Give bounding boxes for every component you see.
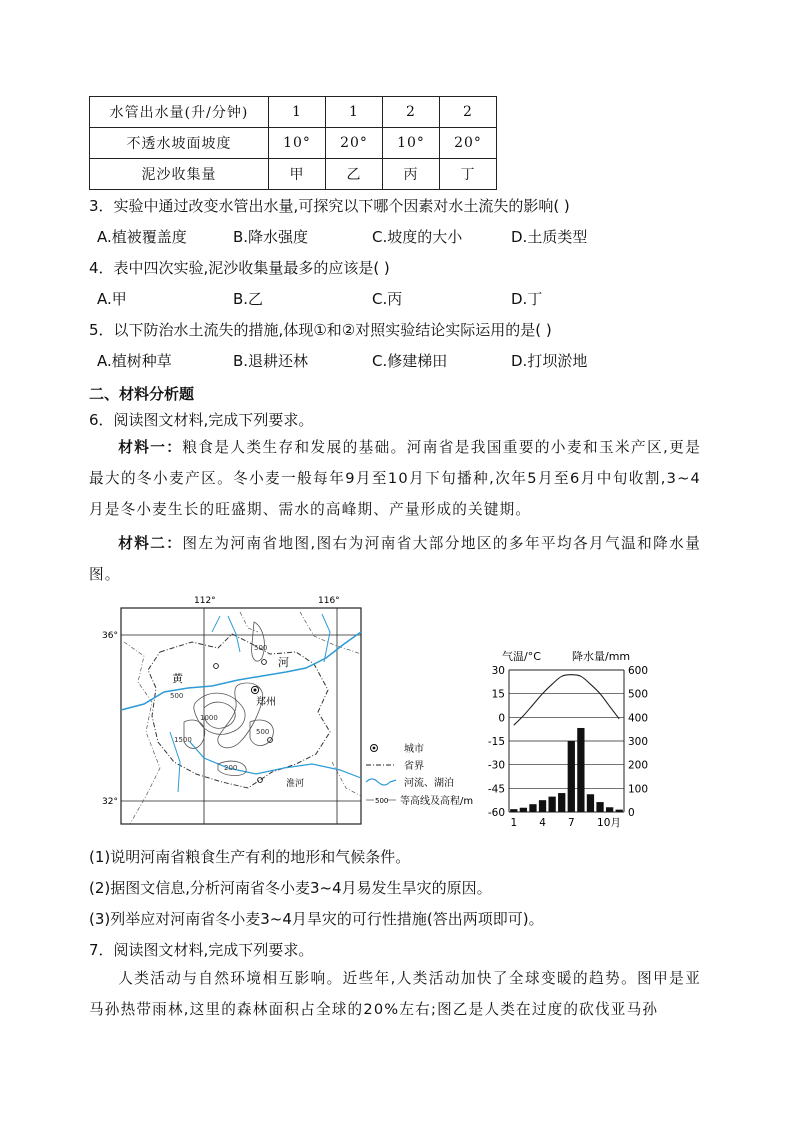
city-icon	[258, 778, 263, 783]
q6-sub1: (1)说明河南省粮食生产有利的地形和气候条件。	[89, 848, 411, 866]
x-tick-label: 1	[510, 817, 518, 829]
x-tick-label: 4	[539, 817, 546, 829]
table-row-label: 泥沙收集量	[90, 159, 269, 190]
legend-contour-label: 等高线及高程/m	[400, 796, 474, 807]
table-row-label: 水管出水量(升/分钟)	[90, 97, 269, 128]
zhengzhou-city-icon	[254, 689, 257, 692]
table-cell: 丁	[440, 159, 497, 190]
section-heading: 二、材料分析题	[89, 385, 195, 403]
climate-chart	[478, 640, 649, 832]
neighbor-boundary	[300, 612, 361, 654]
q3-option-d: D.土质类型	[511, 228, 588, 246]
precip-bar	[577, 728, 584, 812]
precip-tick-label: 500	[628, 688, 649, 701]
city-icon	[214, 664, 219, 669]
table-cell: 20°	[440, 128, 497, 159]
q3-option-a: A.植被覆盖度	[97, 228, 187, 246]
temp-tick-label: 0	[498, 712, 505, 725]
legend-city-label: 城市	[404, 744, 424, 755]
contour-label: 500	[170, 692, 184, 700]
q7-text	[89, 963, 701, 1025]
x-tick-label: 10月	[597, 817, 621, 829]
q4-option-d: D.丁	[511, 290, 543, 308]
table-cell: 1	[326, 97, 383, 128]
table-row	[90, 128, 497, 159]
q5-option-c: C.修建梯田	[372, 352, 448, 370]
precip-bar	[596, 802, 603, 812]
temp-tick-label: 15	[491, 688, 505, 701]
table-row	[90, 159, 497, 190]
q3-option-b: B.降水强度	[233, 228, 309, 246]
city-icon	[262, 660, 267, 665]
precip-bar	[616, 810, 623, 812]
lat-label-36: 36°	[102, 631, 118, 641]
q4-option-a: A.甲	[97, 290, 127, 308]
q6-sub3: (3)列举应对河南省冬小麦3~4月旱灾的可行性措施(答出两项即可)。	[89, 910, 544, 928]
precip-bar	[520, 808, 527, 812]
table-cell: 乙	[326, 159, 383, 190]
temp-tick-label: -60	[487, 807, 505, 819]
precip-axis-label: 降水量/mm	[572, 650, 631, 663]
contour-label: 500	[256, 728, 270, 736]
legend-river-label: 河流、湖泊	[404, 778, 454, 789]
neighbor-boundary	[240, 612, 258, 632]
q7-stem: 7．阅读图文材料,完成下列要求。	[89, 941, 314, 959]
precip-tick-label: 400	[628, 712, 649, 725]
precip-tick-label: 100	[628, 783, 649, 796]
contour-label: 1500	[174, 736, 192, 744]
table-cell: 1	[269, 97, 326, 128]
precip-tick-label: 600	[628, 665, 649, 677]
precip-tick-label: 200	[628, 759, 649, 772]
q3-stem: 3．实验中通过改变水管出水量,可探究以下哪个因素对水土流失的影响( )	[89, 197, 570, 215]
henan-map	[100, 592, 480, 832]
lat-label-32: 32°	[102, 797, 118, 807]
precip-bar	[606, 807, 613, 812]
label-huang: 黄	[172, 672, 183, 685]
temp-tick-label: 30	[491, 665, 505, 677]
temp-axis-label: 气温/°C	[502, 650, 541, 663]
contour-line	[252, 622, 268, 661]
label-he: 河	[278, 656, 289, 669]
q5-option-d: D.打坝淤地	[511, 352, 588, 370]
yellow-river	[121, 632, 361, 710]
q4-stem: 4．表中四次实验,泥沙收集量最多的应该是( )	[89, 259, 390, 277]
table-cell: 丙	[383, 159, 440, 190]
contour-line	[218, 683, 263, 748]
table-cell: 甲	[269, 159, 326, 190]
material-2-text: 图左为河南省地图,图右为河南省大部分地区的多年平均各月气温和降水量图。	[89, 535, 701, 583]
material-2-lead: 材料二：	[118, 535, 183, 552]
huai-river	[190, 742, 361, 778]
precip-tick-label: 0	[628, 807, 635, 819]
material-1-lead: 材料一：	[118, 439, 183, 456]
table-cell: 2	[440, 97, 497, 128]
legend-river-icon	[366, 779, 396, 785]
table-cell: 2	[383, 97, 440, 128]
river	[212, 616, 220, 632]
precip-bar	[529, 804, 536, 812]
temp-tick-label: -30	[487, 759, 505, 772]
x-tick-label: 7	[567, 817, 575, 829]
neighbor-boundary	[332, 762, 361, 796]
legend-contour-sample: 500	[375, 797, 389, 805]
q6-material-1	[89, 432, 701, 525]
q6-material-2	[89, 528, 701, 590]
precip-bar	[587, 794, 594, 812]
table-cell: 20°	[326, 128, 383, 159]
experiment-table	[89, 96, 497, 190]
table-row	[90, 97, 497, 128]
contour-line	[184, 720, 205, 748]
material-1-text: 粮食是人类生存和发展的基础。河南省是我国重要的小麦和玉米产区,更是最大的冬小麦产区。冬小麦一般每年9月至10月下旬播种,次年5月至6月中旬收割,3~4月是冬小麦生长的旺盛期、需水的高峰期、产量形成的关键期。	[89, 439, 701, 518]
q4-option-c: C.丙	[372, 290, 403, 308]
precip-bar	[548, 797, 555, 812]
q7-paragraph: 人类活动与自然环境相互影响。近些年,人类活动加快了全球变暖的趋势。图甲是亚马孙热带雨林,这里的森林面积占全球的20%左右;图乙是人类在过度的砍伐亚马孙	[89, 970, 701, 1018]
contour-label: 500	[254, 644, 268, 652]
river	[228, 616, 240, 652]
city-icon	[268, 738, 273, 743]
temp-tick-label: -15	[487, 736, 505, 748]
precip-bar	[568, 741, 575, 812]
temp-tick-label: -45	[487, 783, 505, 796]
precip-bar	[539, 800, 546, 812]
river	[322, 614, 330, 662]
neighbor-boundary	[124, 642, 160, 824]
table-row-label: 不透水坡面坡度	[90, 128, 269, 159]
q4-option-b: B.乙	[233, 290, 264, 308]
q5-option-b: B.退耕还林	[233, 352, 309, 370]
map-frame	[121, 608, 361, 824]
table-cell: 10°	[383, 128, 440, 159]
precip-bar	[558, 793, 565, 812]
lon-label-112: 112°	[194, 596, 216, 606]
lon-label-116: 116°	[318, 596, 340, 606]
q6-stem: 6．阅读图文材料,完成下列要求。	[89, 411, 314, 429]
contour-label: 1000	[200, 714, 218, 722]
precip-bar	[510, 809, 517, 812]
precip-tick-label: 300	[628, 736, 649, 748]
table-cell: 10°	[269, 128, 326, 159]
contour-label: 200	[224, 764, 238, 772]
legend-province-label: 省界	[404, 761, 424, 772]
legend-city-icon	[373, 747, 376, 750]
q5-stem: 5．以下防治水土流失的措施,体现①和②对照实验结论实际运用的是( )	[89, 321, 552, 339]
q6-sub2: (2)据图文信息,分析河南省冬小麦3~4月易发生旱灾的原因。	[89, 879, 492, 897]
q5-option-a: A.植树种草	[97, 352, 172, 370]
label-zhengzhou: 郑州	[256, 697, 276, 708]
label-huaihe: 淮河	[286, 779, 305, 789]
q3-option-c: C.坡度的大小	[372, 228, 463, 246]
